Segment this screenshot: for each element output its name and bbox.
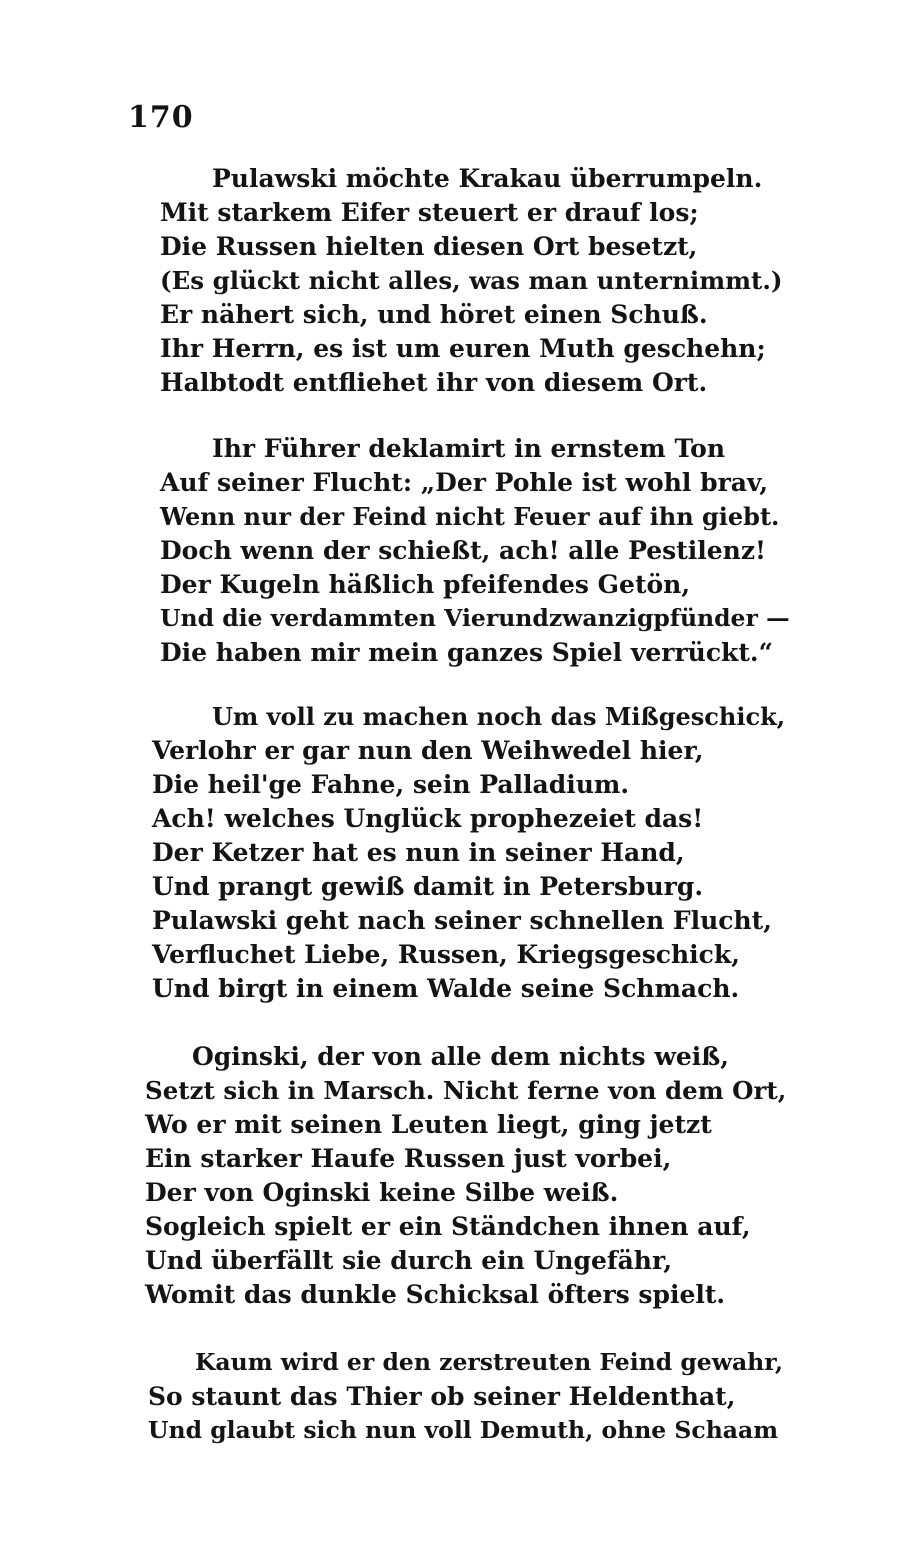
page-number: 170	[128, 100, 194, 135]
verse-line: Und prangt gewiß damit in Petersburg.	[152, 872, 704, 901]
verse-line: Um voll zu machen noch das Mißgeschick,	[212, 702, 786, 731]
verse-line: Ihr Herrn, es ist um euren Muth geschehn;	[160, 334, 766, 363]
verse-line: Sogleich spielt er ein Ständchen ihnen auf,	[145, 1212, 751, 1241]
verse-line: Halbtodt entfliehet ihr von diesem Ort.	[160, 368, 708, 397]
verse-line: Oginski, der von alle dem nichts weiß,	[192, 1042, 729, 1071]
verse-line: (Es glückt nicht alles, was man unternimmt.)	[160, 266, 783, 295]
verse-line: Und überfällt sie durch ein Ungefähr,	[145, 1246, 673, 1275]
verse-line: Verfluchet Liebe, Russen, Kriegsgeschick,	[152, 940, 740, 969]
verse-line: Der von Oginski keine Silbe weiß.	[145, 1178, 619, 1207]
verse-line: Doch wenn der schießt, ach! alle Pestilenz!	[160, 536, 767, 565]
verse-line: Und birgt in einem Walde seine Schmach.	[152, 974, 740, 1003]
verse-line: So staunt das Thier ob seiner Heldenthat,	[148, 1382, 736, 1411]
verse-line: Ach! welches Unglück prophezeiet das!	[152, 804, 704, 833]
verse-line: Die haben mir mein ganzes Spiel verrückt.“	[160, 638, 773, 667]
verse-line: Der Ketzer hat es nun in seiner Hand,	[152, 838, 685, 867]
verse-line: Kaum wird er den zerstreuten Feind gewahr,	[195, 1348, 784, 1376]
verse-line: Setzt sich in Marsch. Nicht ferne von dem Ort,	[145, 1076, 787, 1105]
verse-line: Der Kugeln häßlich pfeifendes Getön,	[160, 570, 691, 599]
verse-line: Mit starkem Eifer steuert er drauf los;	[160, 198, 699, 227]
verse-line: Pulawski möchte Krakau überrumpeln.	[212, 164, 763, 193]
verse-line: Ein starker Haufe Russen just vorbei,	[145, 1144, 672, 1173]
verse-line: Die heil'ge Fahne, sein Palladium.	[152, 770, 630, 799]
verse-line: Verlohr er gar nun den Weihwedel hier,	[152, 736, 704, 765]
verse-line: Pulawski geht nach seiner schnellen Flucht,	[152, 906, 772, 935]
verse-line: Ihr Führer deklamirt in ernstem Ton	[212, 434, 726, 463]
verse-line: Wenn nur der Feind nicht Feuer auf ihn giebt.	[160, 502, 780, 531]
verse-line: Und die verdammten Vierundzwanzigpfünder —	[160, 604, 790, 632]
verse-line: Er nähert sich, und höret einen Schuß.	[160, 300, 708, 329]
verse-line: Die Russen hielten diesen Ort besetzt,	[160, 232, 698, 261]
verse-line: Womit das dunkle Schicksal öfters spielt.	[145, 1280, 726, 1309]
verse-line: Und glaubt sich nun voll Demuth, ohne Schaam	[148, 1416, 779, 1444]
verse-line: Auf seiner Flucht: „Der Pohle ist wohl brav,	[160, 468, 769, 497]
verse-line: Wo er mit seinen Leuten liegt, ging jetzt	[145, 1110, 712, 1139]
